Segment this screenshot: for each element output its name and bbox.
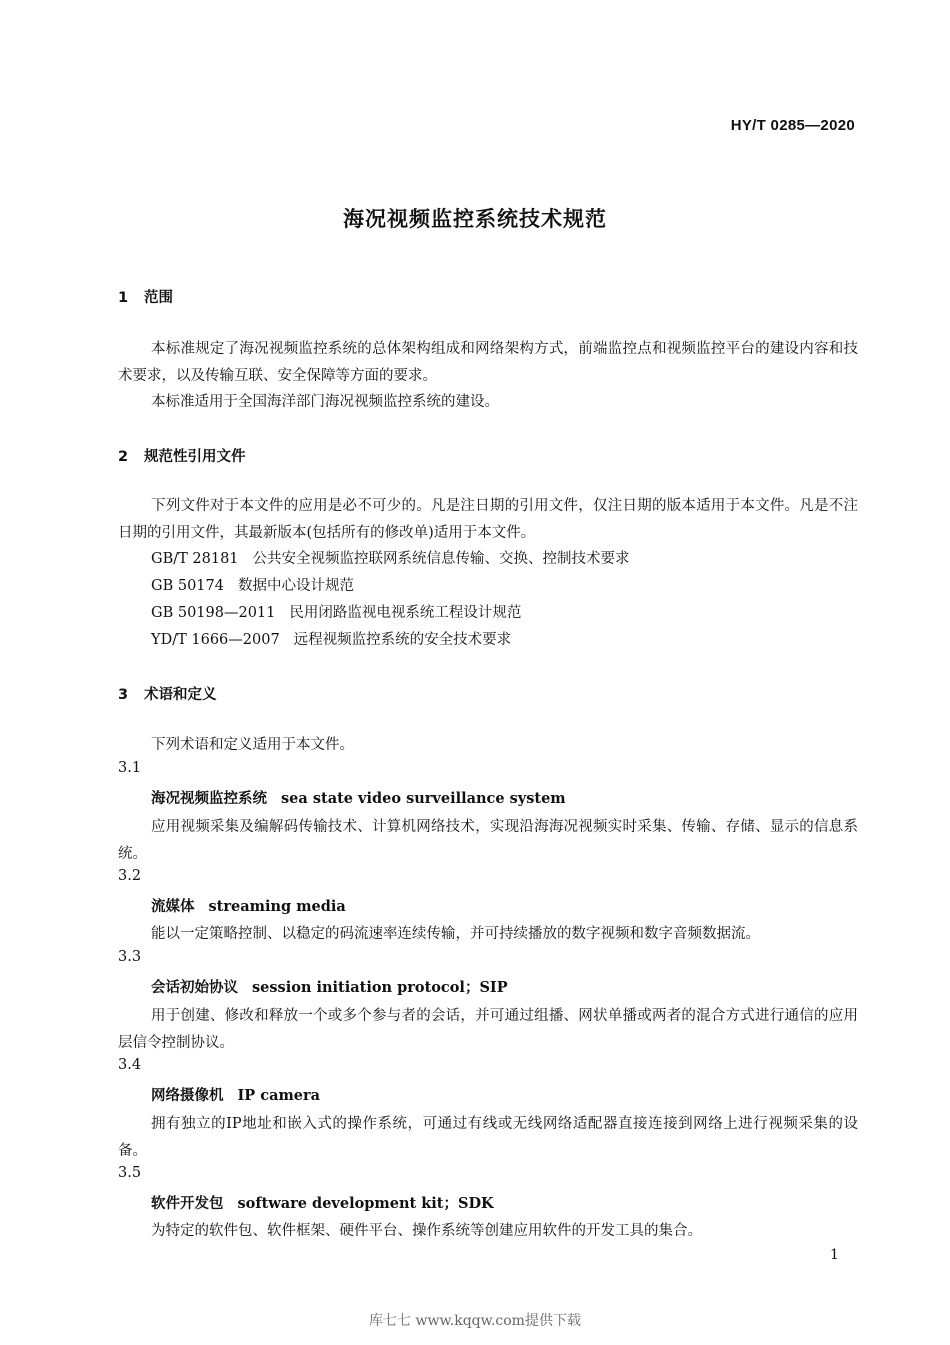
reference-title: 数据中心设计规范 <box>237 578 354 594</box>
term-zh: 流媒体 <box>151 899 195 915</box>
reference-code: YD/T 1666—2007 <box>151 632 280 648</box>
section-3-heading <box>118 683 217 704</box>
term-number: 3.2 <box>118 868 142 884</box>
reference-code: GB 50198—2011 <box>151 605 276 621</box>
term-zh: 软件开发包 <box>151 1196 224 1212</box>
section-number: 2 <box>118 449 129 465</box>
section-title: 范围 <box>144 290 173 306</box>
reference-title: 远程视频监控系统的安全技术要求 <box>293 632 512 648</box>
section-title: 术语和定义 <box>144 687 217 703</box>
term-definition: 能以一定策略控制、以稳定的码流速率连续传输，并可持续播放的数字视频和数字音频数据流。 <box>151 926 760 942</box>
term-en: streaming media <box>208 898 346 915</box>
term-heading <box>151 976 508 997</box>
section-1-paragraph-1: 本标准规定了海况视频监控系统的总体架构组成和网络架构方式，前端监控点和视频监控平台的建设内容和技术要求，以及传输互联、安全保障等方面的要求。 <box>118 341 858 384</box>
standard-number: HY/T 0285—2020 <box>730 117 855 134</box>
page-number: 1 <box>830 1247 839 1263</box>
reference-title: 公共安全视频监控联网系统信息传输、交换、控制技术要求 <box>252 551 630 567</box>
term-en: IP camera <box>237 1087 321 1104</box>
section-2-heading <box>118 445 246 466</box>
term-en: session initiation protocol；SIP <box>252 979 508 996</box>
footer-watermark: 库七七 www.kqqw.com提供下载 <box>369 1313 581 1329</box>
section-title: 规范性引用文件 <box>144 449 246 465</box>
reference-item <box>151 574 354 595</box>
section-number: 1 <box>118 290 129 306</box>
section-number: 3 <box>118 687 129 703</box>
reference-item <box>151 601 521 622</box>
term-number: 3.3 <box>118 949 142 965</box>
term-en: software development kit；SDK <box>237 1195 494 1212</box>
term-number: 3.5 <box>118 1165 142 1181</box>
term-definition: 拥有独立的IP地址和嵌入式的操作系统，可通过有线或无线网络适配器直接连接到网络上进行视频采集的设备。 <box>118 1116 858 1159</box>
term-zh: 网络摄像机 <box>151 1088 224 1104</box>
document-title: 海况视频监控系统技术规范 <box>343 207 607 231</box>
term-zh: 会话初始协议 <box>151 980 238 996</box>
section-1-heading <box>118 286 173 307</box>
term-heading <box>151 1084 320 1105</box>
term-definition: 为特定的软件包、软件框架、硬件平台、操作系统等创建应用软件的开发工具的集合。 <box>151 1223 702 1239</box>
term-definition: 用于创建、修改和释放一个或多个参与者的会话，并可通过组播、网状单播或两者的混合方式进行通信的应用层信令控制协议。 <box>118 1008 858 1051</box>
reference-title: 民用闭路监视电视系统工程设计规范 <box>289 605 522 621</box>
term-number: 3.4 <box>118 1057 142 1073</box>
term-heading <box>151 787 566 808</box>
reference-item <box>151 628 511 649</box>
reference-code: GB 50174 <box>151 578 224 594</box>
term-heading <box>151 1192 494 1213</box>
term-en: sea state video surveillance system <box>281 790 566 807</box>
reference-item <box>151 547 630 568</box>
section-3-intro: 下列术语和定义适用于本文件。 <box>151 737 354 753</box>
term-heading <box>151 895 346 916</box>
term-number: 3.1 <box>118 760 142 776</box>
section-1-paragraph-2: 本标准适用于全国海洋部门海况视频监控系统的建设。 <box>151 394 499 410</box>
term-zh: 海况视频监控系统 <box>151 791 267 807</box>
reference-code: GB/T 28181 <box>151 551 239 567</box>
section-2-intro: 下列文件对于本文件的应用是必不可少的。凡是注日期的引用文件，仅注日期的版本适用于本文件。凡是不注日期的引用文件，其最新版本(包括所有的修改单)适用于本文件。 <box>118 498 858 541</box>
term-definition: 应用视频采集及编解码传输技术、计算机网络技术，实现沿海海况视频实时采集、传输、存储、显示的信息系统。 <box>118 819 858 862</box>
